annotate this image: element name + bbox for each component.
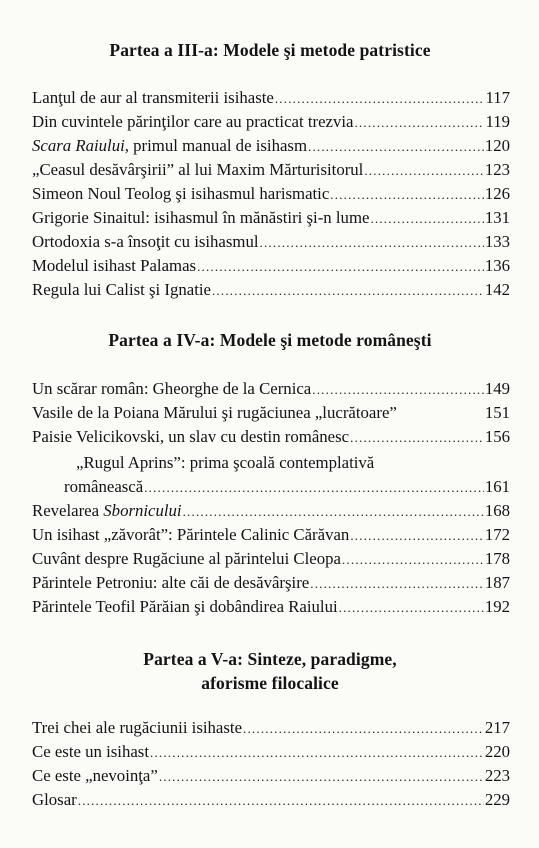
toc-entry: Glosar ..... 229 — [32, 788, 510, 812]
section-heading-4: Partea a IV-a: Modele şi metode româneşti — [108, 330, 432, 350]
toc-entry: Un isihast „zăvorât”: Părintele Calinic Cărăvan ..... 172 — [32, 523, 510, 547]
toc-entry: Trei chei ale rugăciunii isihaste ..... 217 — [32, 716, 510, 740]
section-heading-3: Partea a III-a: Modele şi metode patristice — [109, 40, 431, 60]
toc-entry: Grigorie Sinaitul: isihasmul în mănăstiri şi-n lume ..... 131 — [32, 206, 510, 230]
toc-entry: Ortodoxia s-a însoţit cu isihasmul ..... 133 — [32, 230, 510, 254]
toc-entry: Regula lui Calist şi Ignatie ..... 142 — [32, 278, 510, 302]
toc-entry: Ce este un isihast ..... 220 — [32, 740, 510, 764]
toc-entry: Din cuvintele părinţilor care au practicat trezvia ..... 119 — [32, 110, 510, 134]
toc-entry: Un scărar român: Gheorghe de la Cernica ..... 149 — [32, 377, 510, 401]
section-heading-5-line2: aforisme filocalice — [201, 673, 339, 693]
toc-entry: Modelul isihast Palamas ..... 136 — [32, 254, 510, 278]
toc-entry: Părintele Teofil Părăian şi dobândirea Raiului ..... 192 — [32, 595, 510, 619]
toc-entry: Paisie Velicikovski, un slav cu destin românesc ..... 156 — [32, 425, 510, 449]
toc-entry-first-line: „Rugul Aprins”: prima şcoală contemplativă — [76, 453, 375, 472]
section-heading-5: Partea a V-a: Sinteze, paradigme, — [143, 649, 397, 669]
toc-entry: românească ..... 161 — [64, 475, 510, 499]
toc-entry-italic: Sbornicului — [103, 501, 182, 520]
toc-entry: Lanţul de aur al transmiterii isihaste ..... 117 — [32, 86, 510, 110]
toc-entry: „Ceasul desăvârşirii” al lui Maxim Mărturisitorul ..... 123 — [32, 158, 510, 182]
toc-entry: Scara Raiului, primul manual de isihasm ..... 120 — [32, 134, 510, 158]
toc-entry: Revelarea Sbornicului ..... 168 — [32, 499, 510, 523]
toc-entry: Vasile de la Poiana Mărului şi rugăciunea „lucrătoare” 151 — [32, 403, 510, 422]
toc-entry: Ce este „nevoinţa” ..... 223 — [32, 764, 510, 788]
toc-entry: Părintele Petroniu: alte căi de desăvârşire ..... 187 — [32, 571, 510, 595]
toc-entry-italic: Scara Raiului — [32, 136, 125, 155]
toc-entry: Cuvânt despre Rugăciune al părintelui Cleopa ..... 178 — [32, 547, 510, 571]
toc-entry: Simeon Noul Teolog şi isihasmul harismatic ..... 126 — [32, 182, 510, 206]
